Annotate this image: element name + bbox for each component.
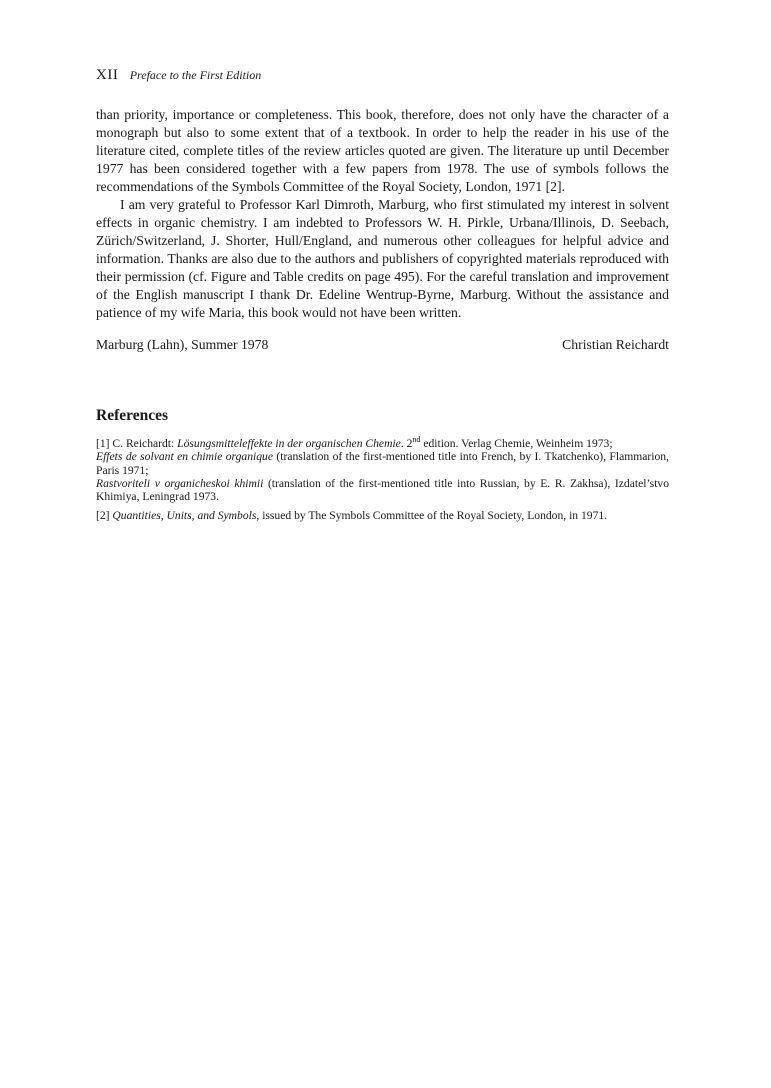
reference-1-french-details: (translation of the first-mentioned title into French, by I. Tkatchenko), Flammarion, Paris 1971; [96,450,669,477]
paragraph-1: than priority, importance or completeness. This book, therefore, does not only have the character of a monograph but also to some extent that of a textbook. In order to help the reader in his use of the literature cited, complete titles of the review articles quoted are given. The literature up until December 1977 has been considered together with a few papers from 1978. The use of symbols follows the recommendations of the Symbols Committee of the Royal Society, London, 1971 [2]. [96,107,669,194]
reference-1 [96,437,669,503]
body-text [96,106,669,322]
page-number: XII [96,67,119,83]
reference-1-ordinal: nd [412,435,421,445]
reference-1-german [96,437,669,450]
page [96,66,669,529]
reference-1-publisher: edition. Verlag Chemie, Weinheim 1973; [420,437,613,450]
references-heading: References [96,407,169,424]
reference-2-title: Quantities, Units, and Symbols [112,509,257,523]
running-head [96,66,669,84]
reference-1-russian [96,477,669,504]
author-name: Christian Reichardt [562,337,669,352]
paragraph-2: I am very grateful to Professor Karl Dimroth, Marburg, who first stimulated my interest in solvent effects in organic chemistry. I am indebted to Professors W. H. Pirkle, Urbana/Illinois, D. Seebach, Zürich/Switzerland, J. Shorter, Hull/England, and numerous other colleagues for helpful advice and information. Thanks are also due to the authors and publishers of copyrighted materials reproduced with their permission (cf. Figure and Table credits on page 495). For the careful translation and improvement of the English manuscript I thank Dr. Edeline Wentrup-Byrne, Marburg. Without the assistance and patience of my wife Maria, this book would not have been written. [96,197,669,320]
reference-2-prefix: [2] [96,509,113,523]
reference-1-title: Lösungsmitteleffekte in der organischen Chemie [177,437,401,450]
reference-1-french-title: Effets de solvant en chimie organique [96,450,273,464]
place-date: Marburg (Lahn), Summer 1978 [96,337,269,352]
reference-2-details: , issued by The Symbols Committee of the Royal Society, London, in 1971. [256,509,608,523]
signature-line [96,336,669,354]
running-head-title: Preface to the First Edition [129,68,262,82]
reference-1-prefix: [1] C. Reichardt: [96,437,178,450]
reference-1-russian-title: Rastvoriteli v organicheskoi khimii [96,476,264,490]
reference-1-russian-details: (translation of the first-mentioned title into Russian, by E. R. Zakhsa), Izdatel’stvo Khimiya, Leningrad 1973. [96,476,670,504]
reference-1-french [96,450,669,477]
reference-2 [96,509,669,522]
reference-1-edition-number: . 2 [400,437,413,450]
